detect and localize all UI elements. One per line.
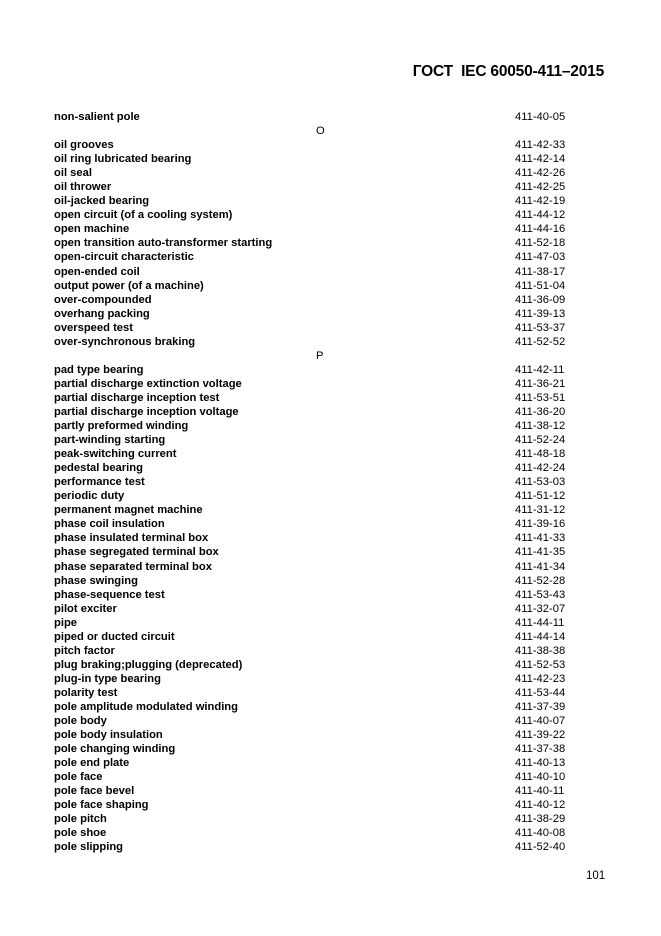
- index-entry: [54, 250, 574, 264]
- entry-term: phase insulated terminal box: [54, 532, 209, 545]
- entry-code: 411-42-33: [515, 139, 566, 152]
- index-entry: [54, 560, 574, 574]
- entry-code: 411-38-12: [515, 420, 566, 433]
- entry-code: 411-52-24: [515, 434, 566, 447]
- index-entry: [54, 489, 574, 503]
- entry-code: 411-42-19: [515, 195, 566, 208]
- entry-code: 411-48-18: [515, 448, 566, 461]
- index-entry: [54, 307, 574, 321]
- entry-term: pole amplitude modulated winding: [54, 700, 238, 713]
- entry-code: 411-44-12: [515, 209, 566, 222]
- index-entry: [54, 363, 574, 377]
- index-entry: [54, 531, 574, 545]
- index-entry: [54, 377, 574, 391]
- index-entry: [54, 279, 574, 293]
- entry-term: plug braking;plugging (deprecated): [54, 658, 243, 671]
- index-entry: [54, 672, 574, 686]
- entry-term: peak-switching current: [54, 448, 177, 461]
- entry-code: 411-51-04: [515, 279, 566, 292]
- index-entry: [54, 686, 574, 700]
- entry-term: pedestal bearing: [54, 462, 143, 475]
- entry-term: part-winding starting: [54, 434, 166, 447]
- entry-term: phase-sequence test: [54, 588, 165, 601]
- entry-term: partly preformed winding: [54, 420, 189, 433]
- entry-code: 411-39-16: [515, 518, 566, 531]
- index-entry: [54, 110, 574, 124]
- entry-code: 411-40-12: [515, 799, 566, 812]
- entry-code: 411-53-03: [515, 476, 566, 489]
- entry-term: oil thrower: [54, 181, 112, 194]
- entry-term: pilot exciter: [54, 602, 117, 615]
- index-entry: [54, 798, 574, 812]
- entry-term: oil-jacked bearing: [54, 195, 150, 208]
- index-entry: [54, 517, 574, 531]
- page-number: 101: [586, 870, 606, 882]
- entry-code: 411-42-26: [515, 167, 566, 180]
- index-entry: [54, 756, 574, 770]
- entry-term: pole face: [54, 771, 103, 784]
- index-entry: [54, 419, 574, 433]
- index-entry: [54, 222, 574, 236]
- index-entry: [54, 700, 574, 714]
- entry-code: 411-40-08: [515, 827, 566, 840]
- entry-term: pole face shaping: [54, 799, 149, 812]
- index-entry: [54, 405, 574, 419]
- entry-code: 411-42-14: [515, 153, 566, 166]
- standard-designation: ГОСТ IEC 60050-411–2015: [412, 63, 604, 80]
- entry-code: 411-52-53: [515, 658, 566, 671]
- letter-heading-row: [54, 124, 574, 138]
- index-entry: [54, 293, 574, 307]
- entry-term: pole shoe: [54, 827, 107, 840]
- entry-code: 411-42-11: [515, 363, 565, 376]
- index-entry: [54, 658, 574, 672]
- entry-term: over-compounded: [54, 293, 152, 306]
- entry-code: 411-51-12: [515, 490, 566, 503]
- entry-code: 411-52-40: [515, 841, 566, 854]
- entry-code: 411-44-11: [515, 616, 565, 629]
- entry-term: phase separated terminal box: [54, 560, 212, 573]
- index-entry: [54, 321, 574, 335]
- entry-term: phase segregated terminal box: [54, 546, 219, 559]
- entry-term: pole end plate: [54, 757, 130, 770]
- entry-term: polarity test: [54, 686, 118, 699]
- index-entry: [54, 826, 574, 840]
- entry-term: pole slipping: [54, 841, 123, 854]
- index-entry: [54, 840, 574, 854]
- entry-code: 411-53-43: [515, 588, 566, 601]
- entry-term: phase swinging: [54, 574, 138, 587]
- entry-term: partial discharge extinction voltage: [54, 377, 242, 390]
- entry-term: open circuit (of a cooling system): [54, 209, 233, 222]
- entry-code: 411-52-52: [515, 335, 566, 348]
- entry-code: 411-42-23: [515, 672, 566, 685]
- entry-term: overspeed test: [54, 321, 133, 334]
- entry-term: pole pitch: [54, 813, 107, 826]
- entry-term: open machine: [54, 223, 130, 236]
- index-entry: [54, 166, 574, 180]
- index-entry: [54, 630, 574, 644]
- entry-term: pipe: [54, 616, 77, 629]
- entry-code: 411-40-05: [515, 111, 566, 123]
- index-entry: [54, 152, 574, 166]
- index-entry: [54, 574, 574, 588]
- index-entry: [54, 714, 574, 728]
- entry-code: 411-37-38: [515, 743, 566, 756]
- index-entry: [54, 812, 574, 826]
- entry-term: non-salient pole: [54, 111, 140, 123]
- entry-code: 411-38-38: [515, 644, 566, 657]
- entry-code: 411-38-29: [515, 813, 566, 826]
- entry-code: 411-42-25: [515, 181, 566, 194]
- index-entry: [54, 265, 574, 279]
- entry-term: oil seal: [54, 167, 92, 180]
- entry-code: 411-53-44: [515, 686, 566, 699]
- entry-term: pad type bearing: [54, 363, 144, 376]
- index-entry: [54, 616, 574, 630]
- entry-code: 411-41-35: [515, 546, 566, 559]
- entry-term: over-synchronous braking: [54, 335, 196, 348]
- entry-term: pole changing winding: [54, 743, 176, 756]
- entry-term: open-ended coil: [54, 265, 140, 278]
- index-entry: [54, 335, 574, 349]
- index-entry: [54, 503, 574, 517]
- letter-heading: O: [316, 125, 325, 138]
- entry-code: 411-41-33: [515, 532, 566, 545]
- entry-code: 411-38-17: [515, 265, 566, 278]
- letter-heading: P: [316, 349, 324, 362]
- entry-term: oil ring lubricated bearing: [54, 153, 192, 166]
- entry-code: 411-36-09: [515, 293, 566, 306]
- index-entry: [54, 236, 574, 250]
- entry-code: 411-37-39: [515, 700, 566, 713]
- entry-code: 411-32-07: [515, 602, 566, 615]
- index-entry: [54, 588, 574, 602]
- index-entry: [54, 433, 574, 447]
- entry-term: pole body insulation: [54, 729, 163, 742]
- entry-term: permanent magnet machine: [54, 504, 203, 517]
- index-entry: [54, 461, 574, 475]
- index-entry: [54, 602, 574, 616]
- index-entry: [54, 180, 574, 194]
- index-entry: [54, 391, 574, 405]
- index-entry: [54, 447, 574, 461]
- entry-code: 411-31-12: [515, 504, 566, 517]
- entry-term: performance test: [54, 476, 145, 489]
- entry-code: 411-40-10: [515, 771, 566, 784]
- entry-term: overhang packing: [54, 307, 150, 320]
- entry-code: 411-53-37: [515, 321, 566, 334]
- entry-code: 411-39-13: [515, 307, 566, 320]
- index-entry: [54, 208, 574, 222]
- term-index: [54, 110, 574, 854]
- entry-code: 411-39-22: [515, 729, 566, 742]
- entry-code: 411-40-07: [515, 715, 566, 728]
- entry-term: periodic duty: [54, 490, 125, 503]
- entry-term: pitch factor: [54, 644, 115, 657]
- entry-code: 411-36-21: [515, 377, 566, 390]
- entry-term: pole face bevel: [54, 785, 135, 798]
- entry-term: partial discharge inception test: [54, 391, 220, 404]
- entry-term: output power (of a machine): [54, 279, 204, 292]
- index-entry: [54, 770, 574, 784]
- letter-heading-row: [54, 349, 574, 363]
- entry-term: piped or ducted circuit: [54, 630, 175, 643]
- entry-term: open transition auto-transformer starting: [54, 237, 273, 250]
- entry-code: 411-52-28: [515, 574, 566, 587]
- index-entry: [54, 138, 574, 152]
- entry-code: 411-36-20: [515, 405, 566, 418]
- entry-term: oil grooves: [54, 139, 114, 152]
- index-entry: [54, 728, 574, 742]
- entry-term: partial discharge inception voltage: [54, 405, 239, 418]
- entry-code: 411-47-03: [515, 251, 566, 264]
- entry-code: 411-53-51: [515, 391, 566, 404]
- entry-term: plug-in type bearing: [54, 672, 161, 685]
- entry-term: pole body: [54, 715, 107, 728]
- index-entry: [54, 644, 574, 658]
- index-entry: [54, 784, 574, 798]
- index-entry: [54, 475, 574, 489]
- entry-code: 411-52-18: [515, 237, 566, 250]
- entry-code: 411-44-16: [515, 223, 566, 236]
- entry-code: 411-44-14: [515, 630, 566, 643]
- entry-term: phase coil insulation: [54, 518, 165, 531]
- entry-term: open-circuit characteristic: [54, 251, 194, 264]
- entry-code: 411-41-34: [515, 560, 566, 573]
- index-entry: [54, 545, 574, 559]
- index-entry: [54, 742, 574, 756]
- entry-code: 411-42-24: [515, 462, 566, 475]
- entry-code: 411-40-13: [515, 757, 566, 770]
- index-entry: [54, 194, 574, 208]
- entry-code: 411-40-11: [515, 785, 565, 798]
